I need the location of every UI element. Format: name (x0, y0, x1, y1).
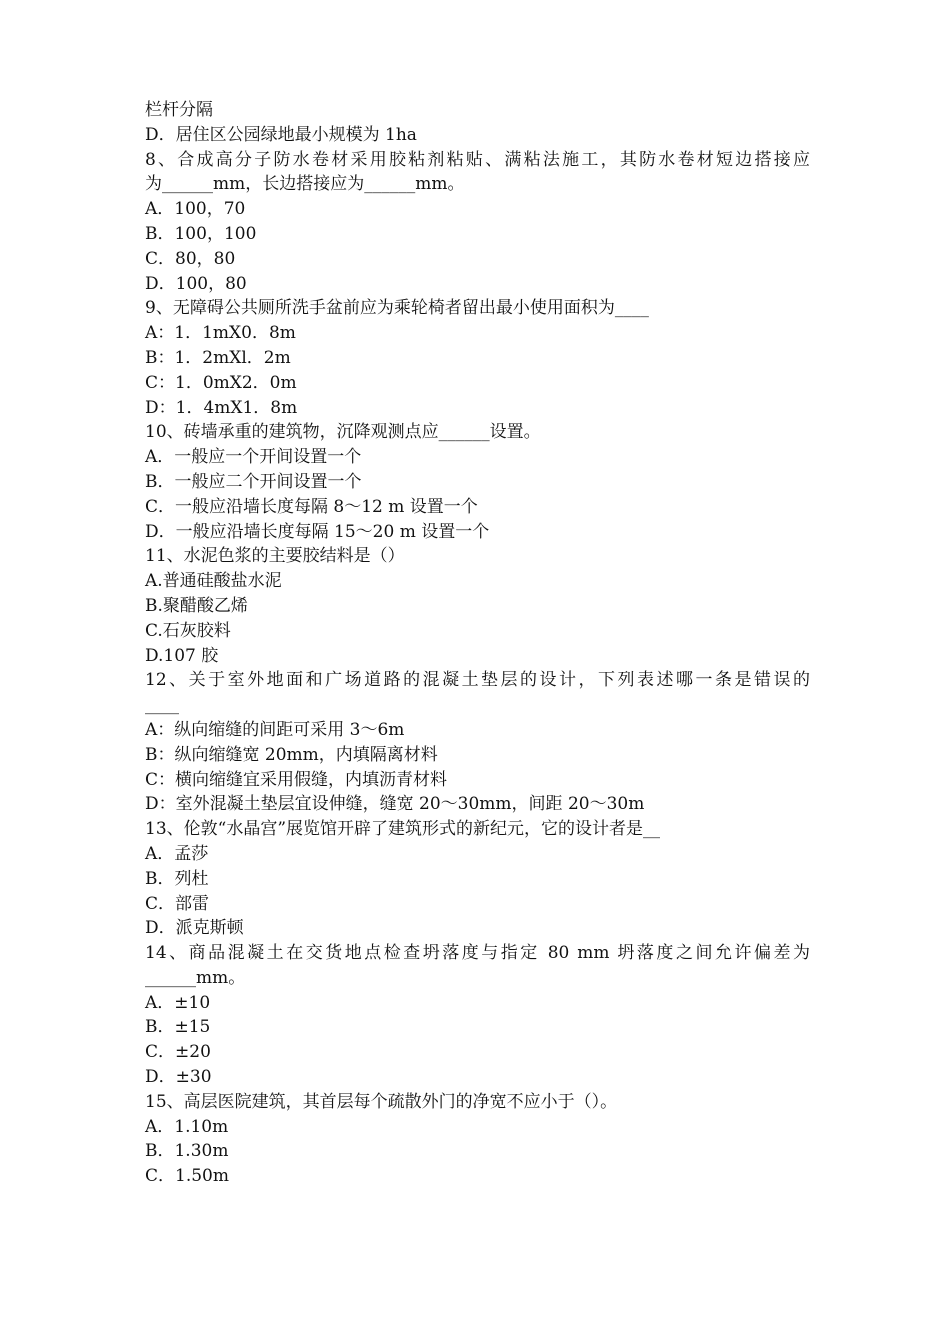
option-a: A．100，70 (145, 199, 246, 220)
question-12-blank: ____ (145, 695, 179, 716)
option-b: B．一般应二个开间设置一个 (145, 471, 362, 492)
question-11-text: 11、水泥色浆的主要胶结料是（） (145, 546, 405, 567)
option-c: C：横向缩缝宜采用假缝，内填沥青材料 (145, 769, 448, 790)
option-c: C．部雷 (145, 893, 210, 914)
option-c: C．80，80 (145, 248, 236, 269)
option-c: C．一般应沿墙长度每隔 8～12 m 设置一个 (145, 496, 478, 517)
option-b: B．1.30m (145, 1141, 229, 1162)
option-a: A．孟莎 (145, 843, 209, 864)
option-a: A．1.10m (145, 1116, 229, 1137)
document-body (145, 98, 810, 1189)
option-d: D：室外混凝土垫层宜设伸缝，缝宽 20～30mm，间距 20～30m (145, 794, 645, 815)
option-d: D．±30 (145, 1067, 212, 1088)
option-b: B：纵向缩缝宽 20mm，内填隔离材料 (145, 744, 438, 765)
option-a: A.普通硅酸盐水泥 (145, 571, 282, 592)
text-line: 栏杆分隔 (145, 100, 213, 120)
option-c: C．±20 (145, 1042, 211, 1063)
question-13-text: 13、伦敦“水晶宫”展览馆开辟了建筑形式的新纪元，它的设计者是__ (145, 819, 661, 840)
option-d: D．100，80 (145, 273, 247, 294)
option-d: D．居住区公园绿地最小规模为 1ha (145, 124, 417, 145)
option-a: A．一般应一个开间设置一个 (145, 447, 362, 468)
option-c: C.石灰胶料 (145, 620, 231, 641)
option-d: D：1．4mX1．8m (145, 397, 298, 418)
question-8-text: 8、合成高分子防水卷材采用胶粘剂粘贴、满粘法施工，其防水卷材短边搭接应 (145, 149, 810, 170)
option-d: D．一般应沿墙长度每隔 15～20 m 设置一个 (145, 521, 490, 542)
question-15-text: 15、高层医院建筑，其首层每个疏散外门的净宽不应小于（）。 (145, 1091, 618, 1112)
option-d: D.107 胶 (145, 645, 219, 666)
option-b: B．列杜 (145, 868, 209, 889)
question-14-text: 14、商品混凝土在交货地点检查坍落度与指定 80 mm 坍落度之间允许偏差为 (145, 943, 810, 964)
option-a: A：1．1mX0．8m (145, 323, 296, 344)
option-b: B.聚醋酸乙烯 (145, 595, 248, 616)
question-8-text-cont: 为______mm，长边搭接应为______mm。 (145, 174, 465, 195)
question-14-text-cont: ______mm。 (145, 967, 246, 988)
question-9-text: 9、无障碍公共厕所洗手盆前应为乘轮椅者留出最小使用面积为____ (145, 298, 649, 319)
option-b: B．100，100 (145, 223, 257, 244)
option-d: D．派克斯顿 (145, 918, 244, 939)
question-12-text: 12、关于室外地面和广场道路的混凝土垫层的设计，下列表述哪一条是错误的 (145, 670, 810, 691)
option-c: C．1.50m (145, 1166, 229, 1187)
question-10-text: 10、砖墙承重的建筑物，沉降观测点应______设置。 (145, 422, 541, 443)
option-a: A．±10 (145, 992, 211, 1013)
option-c: C：1．0mX2．0m (145, 372, 297, 393)
option-b: B：1．2mXl．2m (145, 347, 291, 368)
option-a: A：纵向缩缝的间距可采用 3～6m (145, 719, 405, 740)
option-b: B．±15 (145, 1017, 211, 1038)
